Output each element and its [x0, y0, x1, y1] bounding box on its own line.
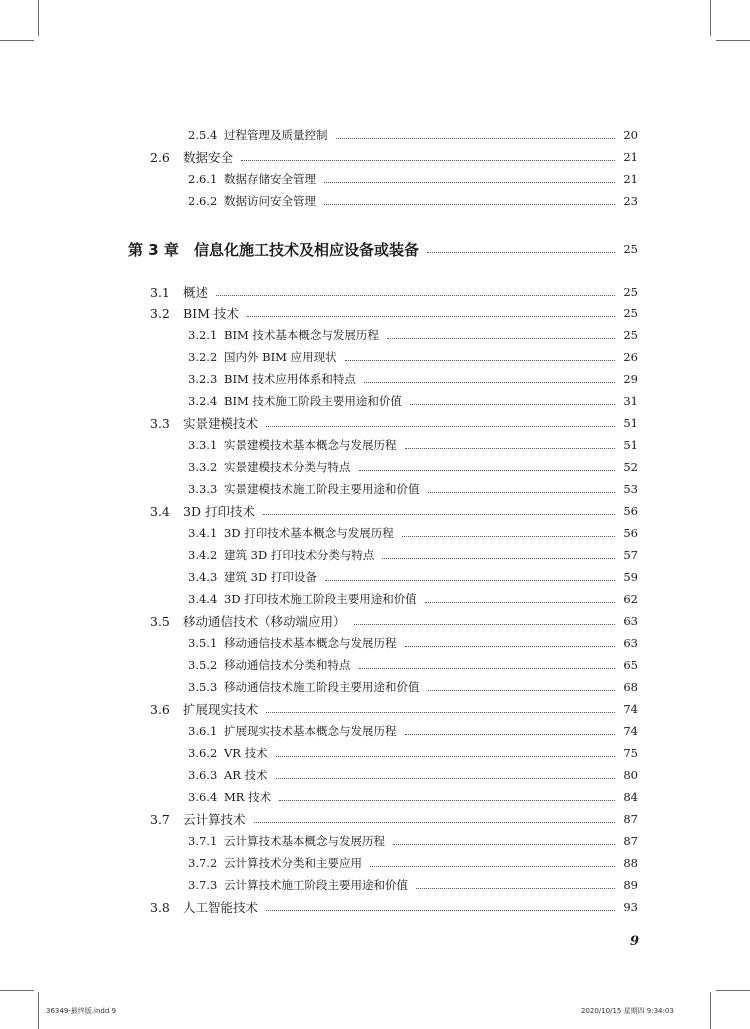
dot-leader: [216, 295, 615, 296]
crop-mark: [710, 0, 711, 36]
crop-mark: [716, 40, 750, 41]
dot-leader: [247, 316, 615, 317]
toc-entry-page: 87: [623, 834, 638, 848]
dot-leader: [336, 138, 616, 139]
toc-section-entry: [150, 303, 638, 323]
toc-section-entry: [150, 611, 638, 631]
toc-entry-title: 移动通信技术基本概念与发展历程: [224, 636, 397, 650]
toc-entry-title: 数据访问安全管理: [224, 194, 316, 208]
toc-entry-number: 2.6: [150, 149, 170, 165]
toc-subsection-entry: [188, 567, 638, 587]
toc-section-entry: [150, 699, 638, 719]
toc-entry-page: 25: [623, 328, 638, 342]
crop-mark: [710, 992, 711, 1029]
toc-entry-title: 3D 打印技术基本概念与发展历程: [224, 526, 394, 540]
toc-entry-page: 62: [623, 592, 638, 606]
toc-subsection-entry: [188, 325, 638, 345]
toc-entry-number: 3.6.4: [188, 790, 218, 804]
toc-entry-number: 3.5.3: [188, 680, 218, 694]
toc-entry-page: 65: [623, 658, 638, 672]
toc-subsection-entry: [188, 743, 638, 763]
toc-subsection-entry: [188, 435, 638, 455]
toc-entry-page: 25: [623, 285, 638, 299]
toc-entry-title: 实景建模技术施工阶段主要用途和价值: [224, 482, 420, 496]
toc-entry-title: 实景建模技术分类与特点: [224, 460, 351, 474]
toc-entry-title: BIM 技术: [183, 306, 239, 321]
dot-leader: [241, 160, 615, 161]
toc-entry-page: 93: [623, 900, 638, 914]
toc-entry-number: 2.6.2: [188, 194, 218, 208]
toc-chapter-entry: [128, 239, 638, 259]
toc-entry-page: 56: [623, 504, 638, 518]
dot-leader: [402, 536, 616, 537]
toc-entry-page: 25: [623, 306, 638, 320]
toc-subsection-entry: [188, 831, 638, 851]
dot-leader: [325, 580, 616, 581]
dot-leader: [354, 624, 616, 625]
toc-entry-title: 国内外 BIM 应用现状: [224, 350, 337, 364]
toc-section-entry: [150, 809, 638, 829]
toc-entry-number: 3.4.2: [188, 548, 218, 562]
toc-entry-title: 数据安全: [183, 150, 234, 165]
toc-entry-number: 3.3.3: [188, 482, 218, 496]
dot-leader: [266, 712, 615, 713]
toc-entry-number: 3.5.1: [188, 636, 218, 650]
toc-entry-title: 信息化施工技术及相应设备或装备: [194, 240, 420, 259]
toc-subsection-entry: [188, 457, 638, 477]
toc-entry-title: AR 技术: [224, 768, 268, 782]
toc-entry-title: 移动通信技术施工阶段主要用途和价值: [224, 680, 420, 694]
toc-entry-number: 第 3 章: [128, 240, 179, 259]
dot-leader: [370, 866, 615, 867]
toc-section-entry: [150, 147, 638, 167]
toc-entry-page: 63: [623, 614, 638, 628]
dot-leader: [428, 492, 616, 493]
toc-subsection-entry: [188, 875, 638, 895]
print-slug-right: 2020/10/15 星期四 9:34:03: [581, 1007, 674, 1015]
dot-leader: [254, 822, 616, 823]
toc-entry-number: 3.3.1: [188, 438, 218, 452]
dot-leader: [364, 382, 615, 383]
toc-subsection-entry: [188, 677, 638, 697]
toc-entry-page: 87: [623, 812, 638, 826]
crop-mark: [0, 990, 34, 991]
toc-entry-page: 21: [623, 150, 638, 164]
toc-subsection-entry: [188, 787, 638, 807]
toc-entry-page: 84: [623, 790, 638, 804]
toc-entry-title: 云计算技术: [183, 812, 246, 827]
toc-entry-number: 3.6.2: [188, 746, 218, 760]
dot-leader: [359, 470, 616, 471]
toc-entry-title: 3D 打印技术: [183, 504, 255, 519]
dot-leader: [263, 514, 615, 515]
crop-mark: [38, 0, 39, 36]
toc-entry-page: 74: [623, 724, 638, 738]
toc-section-entry: [150, 897, 638, 917]
toc-subsection-entry: [188, 589, 638, 609]
toc-subsection-entry: [188, 169, 638, 189]
toc-entry-title: 云计算技术分类和主要应用: [224, 856, 362, 870]
toc-entry-title: 实景建模技术: [183, 416, 259, 431]
toc-entry-page: 25: [623, 242, 638, 256]
dot-leader: [425, 602, 616, 603]
toc-entry-title: 移动通信技术分类和特点: [224, 658, 351, 672]
toc-entry-title: 云计算技术基本概念与发展历程: [224, 834, 385, 848]
dot-leader: [416, 888, 615, 889]
dot-leader: [345, 360, 616, 361]
toc-section-entry: [150, 501, 638, 521]
toc-entry-number: 3.1: [150, 284, 170, 300]
dot-leader: [393, 844, 615, 845]
toc-section-entry: [150, 282, 638, 302]
crop-mark: [38, 992, 39, 1029]
toc-entry-number: 3.7.2: [188, 856, 218, 870]
toc-entry-number: 3.7: [150, 811, 170, 827]
dot-leader: [324, 182, 615, 183]
toc-entry-number: 3.5: [150, 613, 170, 629]
toc-entry-number: 3.2.3: [188, 372, 218, 386]
toc-subsection-entry: [188, 633, 638, 653]
toc-entry-page: 23: [623, 194, 638, 208]
toc-subsection-entry: [188, 191, 638, 211]
crop-mark: [716, 990, 750, 991]
toc-subsection-entry: [188, 655, 638, 675]
toc-entry-page: 56: [623, 526, 638, 540]
toc-subsection-entry: [188, 765, 638, 785]
toc-subsection-entry: [188, 347, 638, 367]
toc-subsection-entry: [188, 479, 638, 499]
toc-entry-page: 52: [623, 460, 638, 474]
toc-entry-number: 3.2.4: [188, 394, 218, 408]
toc-entry-number: 3.8: [150, 899, 170, 915]
dot-leader: [359, 668, 616, 669]
toc-entry-title: 过程管理及质量控制: [224, 128, 328, 142]
toc-subsection-entry: [188, 721, 638, 741]
toc-entry-page: 29: [623, 372, 638, 386]
dot-leader: [382, 558, 615, 559]
toc-entry-number: 3.6.3: [188, 768, 218, 782]
toc-entry-number: 3.2: [150, 305, 170, 321]
dot-leader: [428, 690, 616, 691]
toc-entry-number: 3.4: [150, 503, 170, 519]
toc-entry-page: 59: [623, 570, 638, 584]
toc-entry-number: 3.4.1: [188, 526, 218, 540]
toc-entry-page: 75: [623, 746, 638, 760]
toc-entry-number: 2.5.4: [188, 128, 218, 142]
toc-entry-page: 68: [623, 680, 638, 694]
toc-entry-page: 31: [623, 394, 638, 408]
toc-entry-title: BIM 技术施工阶段主要用途和价值: [224, 394, 402, 408]
toc-entry-title: 人工智能技术: [183, 900, 259, 915]
toc-entry-page: 20: [623, 128, 638, 142]
dot-leader: [276, 778, 616, 779]
toc-entry-page: 57: [623, 548, 638, 562]
dot-leader: [324, 204, 615, 205]
toc-entry-page: 53: [623, 482, 638, 496]
toc-subsection-entry: [188, 545, 638, 565]
toc-entry-number: 3.3: [150, 415, 170, 431]
dot-leader: [405, 646, 616, 647]
toc-entry-number: 2.6.1: [188, 172, 218, 186]
toc-entry-title: 移动通信技术（移动端应用）: [183, 614, 346, 629]
toc-subsection-entry: [188, 369, 638, 389]
toc-entry-title: 建筑 3D 打印设备: [224, 570, 317, 584]
toc-entry-number: 3.2.1: [188, 328, 218, 342]
toc-entry-number: 3.3.2: [188, 460, 218, 474]
crop-mark: [0, 40, 34, 41]
dot-leader: [266, 910, 615, 911]
toc-entry-title: BIM 技术应用体系和特点: [224, 372, 356, 386]
dot-leader: [405, 734, 616, 735]
toc-entry-page: 80: [623, 768, 638, 782]
toc-subsection-entry: [188, 853, 638, 873]
toc-entry-page: 51: [623, 416, 638, 430]
toc-subsection-entry: [188, 125, 638, 145]
dot-leader: [279, 800, 615, 801]
toc-entry-page: 88: [623, 856, 638, 870]
toc-entry-title: 概述: [183, 285, 209, 300]
dot-leader: [410, 404, 615, 405]
print-slug-left: 36349-最终版.indd 9: [46, 1007, 116, 1015]
toc-entry-number: 3.7.1: [188, 834, 218, 848]
toc-entry-page: 89: [623, 878, 638, 892]
toc-entry-page: 74: [623, 702, 638, 716]
toc-entry-title: 扩展现实技术: [183, 702, 259, 717]
dot-leader: [427, 252, 615, 253]
toc-entry-number: 3.4.4: [188, 592, 218, 606]
toc-entry-number: 3.6: [150, 701, 170, 717]
dot-leader: [276, 756, 616, 757]
toc-entry-number: 3.6.1: [188, 724, 218, 738]
toc-entry-title: 实景建模技术基本概念与发展历程: [224, 438, 397, 452]
dot-leader: [387, 338, 615, 339]
toc-entry-title: VR 技术: [224, 746, 268, 760]
toc-entry-page: 63: [623, 636, 638, 650]
toc-entry-number: 3.2.2: [188, 350, 218, 364]
toc-entry-title: MR 技术: [224, 790, 272, 804]
toc-entry-number: 3.4.3: [188, 570, 218, 584]
dot-leader: [266, 426, 615, 427]
toc-entry-title: BIM 技术基本概念与发展历程: [224, 328, 379, 342]
toc-entry-number: 3.5.2: [188, 658, 218, 672]
toc-subsection-entry: [188, 523, 638, 543]
page-number: 9: [629, 934, 639, 949]
toc-entry-title: 扩展现实技术基本概念与发展历程: [224, 724, 397, 738]
dot-leader: [405, 448, 616, 449]
toc-entry-page: 21: [623, 172, 638, 186]
toc-section-entry: [150, 413, 638, 433]
toc-entry-page: 26: [623, 350, 638, 364]
toc-entry-title: 数据存储安全管理: [224, 172, 316, 186]
toc-entry-title: 建筑 3D 打印技术分类与特点: [224, 548, 375, 562]
toc-subsection-entry: [188, 391, 638, 411]
toc-entry-page: 51: [623, 438, 638, 452]
toc-entry-number: 3.7.3: [188, 878, 218, 892]
toc-entry-title: 云计算技术施工阶段主要用途和价值: [224, 878, 408, 892]
toc-entry-title: 3D 打印技术施工阶段主要用途和价值: [224, 592, 417, 606]
